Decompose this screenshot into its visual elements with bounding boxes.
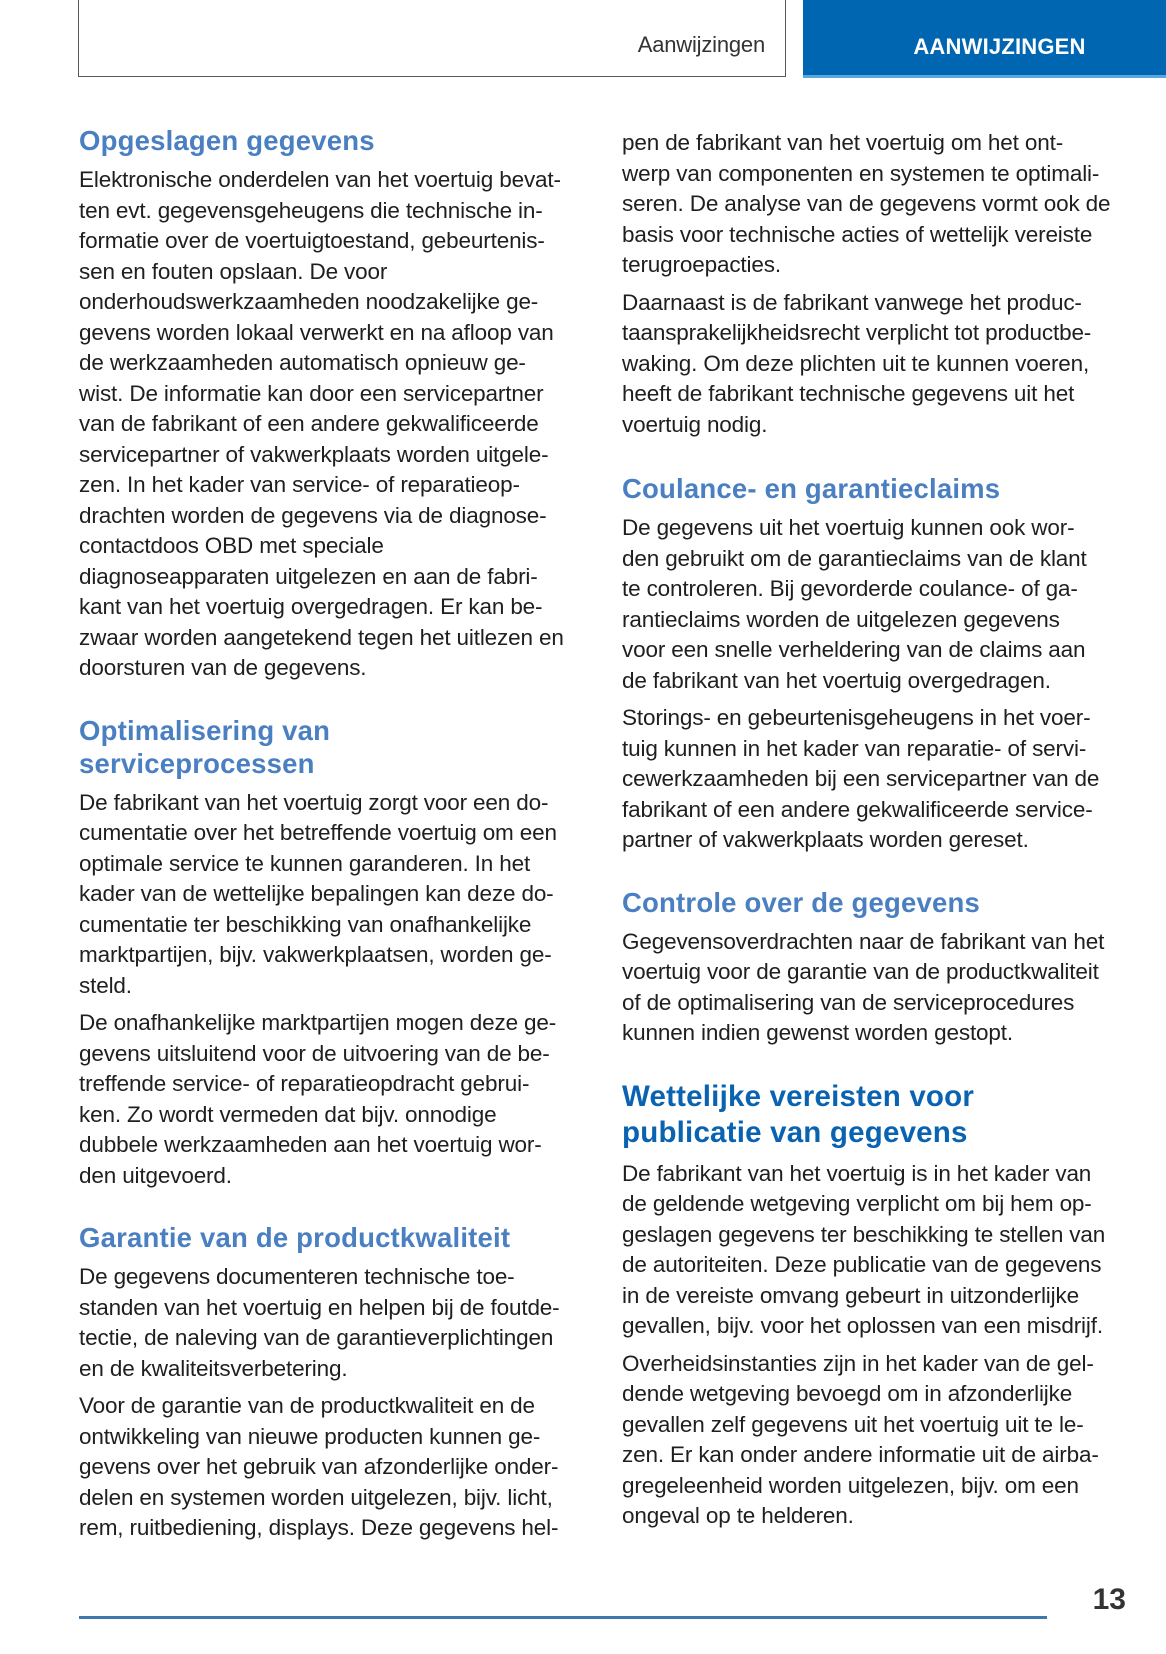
text-line: Voor de garantie van de productkwaliteit en de: [79, 1393, 535, 1418]
chapter-tab: [803, 0, 1166, 78]
text-line: De fabrikant van het voertuig is in het kader van: [622, 1160, 1092, 1186]
text-line: voor een snelle verheldering van de claims aan: [622, 637, 1086, 662]
text-line: kunnen indien gewenst worden gestopt.: [622, 1020, 1013, 1045]
text-line: Elektronische onderdelen van het voertuig bevat-: [79, 167, 561, 192]
text-line: de autoriteiten. Deze publicatie van de gegevens: [622, 1252, 1102, 1277]
text-line: den uitgevoerd.: [79, 1162, 232, 1188]
text-line: gregeleenheid worden uitgelezen, bijv. om een: [622, 1472, 1079, 1498]
heading-line: serviceprocessen: [79, 747, 315, 779]
text-line: voertuig voor de garantie van de productkwaliteit: [622, 959, 1099, 984]
text-line: De onafhankelijke marktpartijen mogen deze ge-: [79, 1010, 557, 1035]
text-line: De gegevens uit het voertuig kunnen ook wor-: [622, 515, 1075, 540]
paragraph: [622, 1349, 1132, 1532]
text-line: optimale service te kunnen garanderen. In het: [79, 850, 531, 876]
text-line: Gegevensoverdrachten naar de fabrikant van het: [622, 928, 1105, 954]
text-line: onderhoudswerkzaamheden noodzakelijke ge-: [79, 289, 539, 314]
text-line: zwaar worden aangetekend tegen het uitlezen en: [79, 624, 564, 650]
text-line: basis voor technische acties of wettelijk vereiste: [622, 221, 1093, 247]
text-line: kader van de wettelijke bepalingen kan deze do-: [79, 881, 554, 906]
text-line: marktpartijen, bijv. vakwerkplaatsen, worden ge-: [79, 942, 552, 967]
text-line: formatie over de voertuigtoestand, gebeurtenis-: [79, 228, 545, 253]
paragraph: [622, 703, 1132, 856]
section-controle-gegevens: [622, 886, 1132, 1049]
text-line: dende wetgeving bevoegd om in afzonderlijke: [622, 1381, 1073, 1406]
section-opgeslagen-gegevens: [79, 124, 589, 684]
text-line: van de fabrikant of een andere gekwalificeerde: [79, 411, 539, 436]
text-line: cewerkzaamheden bij een servicepartner van de: [622, 766, 1100, 791]
text-line: rem, ruitbediening, displays. Deze gegevens hel-: [79, 1515, 559, 1540]
text-line: cumentatie ter beschikking van onafhankelijke: [79, 911, 532, 937]
text-line: doorsturen van de gegevens.: [79, 655, 367, 680]
text-line: Daarnaast is de fabrikant vanwege het produc-: [622, 289, 1082, 315]
text-line: diagnoseapparaten uitgelezen en aan de fabri-: [79, 563, 538, 589]
text-line: cumentatie over het betreffende voertuig om een: [79, 820, 557, 845]
text-line: de werkzaamheden automatisch opnieuw ge-: [79, 350, 526, 375]
section-wettelijke-vereisten: [622, 1079, 1132, 1532]
section-heading: [622, 1079, 1132, 1151]
paragraph: [79, 1008, 589, 1191]
text-line: sen en fouten opslaan. De voor: [79, 258, 388, 284]
text-line: heeft de fabrikant technische gegevens uit het: [622, 381, 1075, 406]
text-line: ontwikkeling van nieuwe producten kunnen ge-: [79, 1423, 541, 1449]
text-line: zen. Er kan onder andere informatie uit de airba-: [622, 1442, 1099, 1467]
text-line: delen en systemen worden uitgelezen, bijv. licht,: [79, 1484, 553, 1510]
right-column: [622, 128, 1132, 1562]
text-line: standen van het voertuig en helpen bij de foutde-: [79, 1294, 560, 1320]
section-heading: [79, 714, 589, 780]
text-line: fabrikant of een andere gekwalificeerde service-: [622, 796, 1093, 822]
paragraph: [622, 288, 1132, 441]
chapter-tab-label: AANWIJZINGEN: [913, 34, 1086, 59]
text-line: zen. In het kader van service- of reparatieop-: [79, 472, 520, 497]
text-line: contactdoos OBD met speciale: [79, 533, 384, 558]
text-line: rantieclaims worden de uitgelezen gegevens: [622, 606, 1060, 632]
section-optimalisering-serviceprocessen: [79, 714, 589, 1192]
text-line: gevens over het gebruik van afzonderlijke onder-: [79, 1454, 559, 1479]
text-line: werp van componenten en systemen te optimali-: [622, 160, 1100, 186]
text-line: drachten worden de gegevens via de diagnose-: [79, 502, 547, 528]
footer-rule: [79, 1616, 1047, 1619]
section-heading: Controle over de gegevens: [622, 886, 981, 918]
text-line: den gebruikt om de garantieclaims van de klant: [622, 545, 1087, 571]
text-line: ongeval op te helderen.: [622, 1503, 854, 1528]
text-line: Storings- en gebeurtenisgeheugens in het voer-: [622, 705, 1091, 730]
section-garantie-productkwaliteit: [79, 1221, 589, 1544]
section-heading: Opgeslagen gegevens: [79, 125, 375, 156]
text-line: en de kwaliteitsverbetering.: [79, 1355, 348, 1381]
text-line: ken. Zo wordt vermeden dat bijv. onnodige: [79, 1101, 497, 1127]
text-line: te controleren. Bij gevorderde coulance- of ga-: [622, 576, 1078, 601]
text-line: servicepartner of vakwerkplaats worden uitgele-: [79, 441, 549, 467]
text-line: De fabrikant van het voertuig zorgt voor een do-: [79, 789, 549, 815]
paragraph: [622, 1159, 1132, 1342]
text-line: treffende service- of reparatieopdracht gebrui-: [79, 1071, 530, 1096]
heading-line: Wettelijke vereisten voor: [622, 1079, 975, 1113]
text-line: ten evt. gegevensgeheugens die technische in-: [79, 197, 543, 223]
text-line: waking. Om deze plichten uit te kunnen voeren,: [622, 350, 1090, 376]
text-line: tectie, de naleving van de garantieverplichtingen: [79, 1325, 554, 1350]
text-line: steld.: [79, 972, 132, 998]
text-line: wist. De informatie kan door een servicepartner: [79, 380, 544, 406]
text-line: De gegevens documenteren technische toe-: [79, 1264, 515, 1289]
section-heading: Garantie van de productkwaliteit: [79, 1222, 511, 1253]
running-header: [78, 0, 786, 77]
paragraph: [622, 927, 1132, 1049]
text-line: gevens uitsluitend voor de uitvoering van de be-: [79, 1040, 550, 1066]
text-line: Overheidsinstanties zijn in het kader van de gel-: [622, 1350, 1094, 1376]
section-continued: [622, 128, 1132, 440]
text-line: de fabrikant van het voertuig overgedragen.: [622, 667, 1051, 693]
paragraph: [79, 1391, 589, 1544]
text-line: de geldende wetgeving verplicht om bij hem op-: [622, 1191, 1092, 1216]
left-column: [79, 124, 589, 1574]
text-line: seren. De analyse van de gegevens vormt ook de: [622, 191, 1111, 216]
running-header-title: Aanwijzingen: [637, 32, 765, 57]
text-line: geslagen gegevens ter beschikking te stellen van: [622, 1221, 1106, 1247]
text-line: tuig kunnen in het kader van reparatie- of servi-: [622, 735, 1087, 761]
heading-line: Optimalisering van: [79, 714, 331, 746]
section-heading: Coulance- en garantieclaims: [622, 473, 1001, 504]
text-line: of de optimalisering van de serviceprocedures: [622, 989, 1075, 1015]
paragraph: [79, 1262, 589, 1384]
text-line: dubbele werkzaamheden aan het voertuig wor-: [79, 1132, 542, 1157]
text-line: in de vereiste omvang gebeurt in uitzonderlijke: [622, 1282, 1079, 1308]
paragraph: [622, 128, 1132, 281]
text-line: terugroepacties.: [622, 252, 781, 277]
text-line: gevallen zelf gegevens uit het voertuig uit te le-: [622, 1411, 1084, 1437]
text-line: taansprakelijkheidsrecht verplicht tot productbe-: [622, 320, 1092, 345]
paragraph: [79, 165, 589, 684]
text-line: voertuig nodig.: [622, 411, 768, 437]
paragraph: [622, 513, 1132, 696]
text-line: gevens worden lokaal verwerkt en na afloop van: [79, 319, 554, 345]
text-line: gevallen, bijv. voor het oplossen van een misdrijf.: [622, 1313, 1103, 1338]
text-line: pen de fabrikant van het voertuig om het ont-: [622, 130, 1064, 155]
section-coulance-garantieclaims: [622, 472, 1132, 856]
paragraph: [79, 788, 589, 1002]
text-line: partner of vakwerkplaats worden gereset.: [622, 827, 1029, 852]
heading-line: publicatie van gegevens: [622, 1115, 968, 1149]
page-number: 13: [1092, 1583, 1126, 1616]
text-line: kant van het voertuig overgedragen. Er kan be-: [79, 594, 543, 619]
